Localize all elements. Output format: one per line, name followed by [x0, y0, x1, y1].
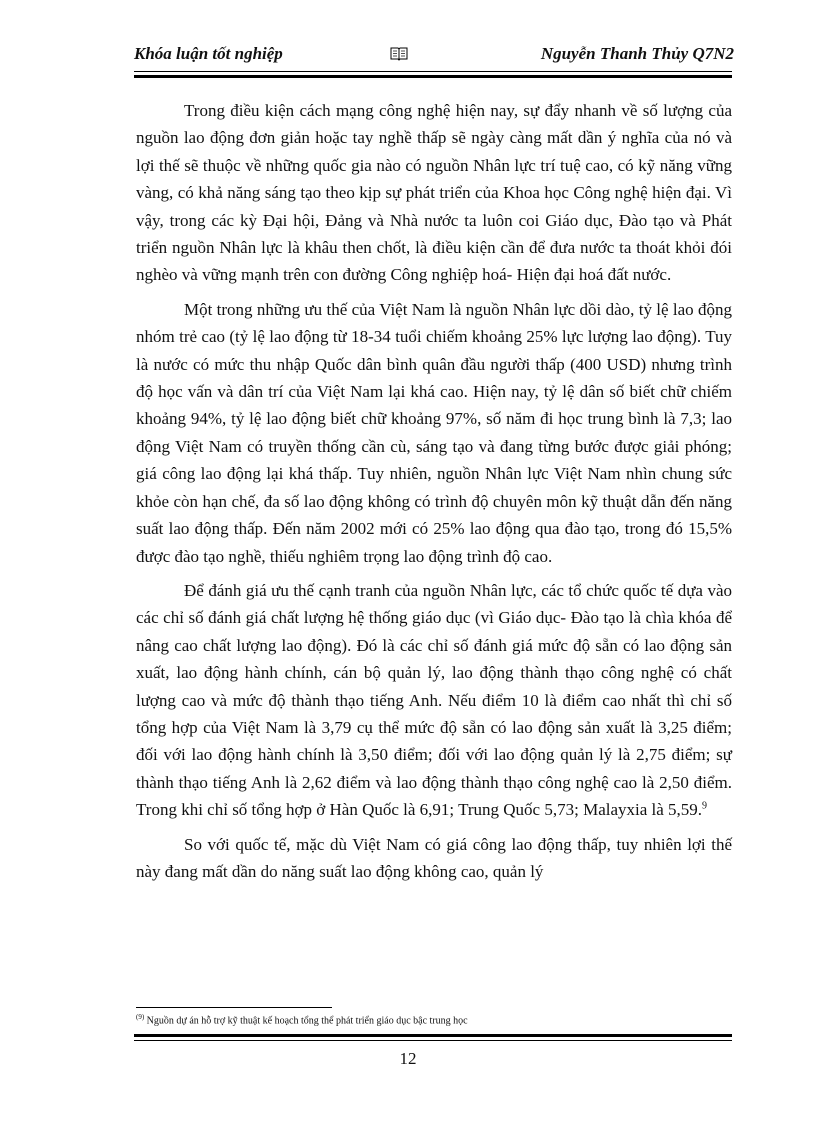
footnote-text: Nguồn dự án hỗ trợ kỹ thuật kế hoạch tổng thể phát triển giáo dục bậc trung học — [144, 1015, 468, 1027]
footer-rule-thick — [134, 1034, 732, 1037]
header-rule-thin — [134, 71, 732, 72]
footnote-separator — [136, 1007, 332, 1008]
header-thesis-title: Khóa luận tốt nghiệp — [134, 44, 283, 63]
paragraph-3-text: Để đánh giá ưu thế cạnh tranh của nguồn Nhân lực, các tổ chức quốc tế dựa vào các chỉ số đánh giá chất lượng hệ thống giáo dục (vì Giáo dục- Đào tạo là chìa khóa để nâng cao chất lượng lao động). Đó là các chỉ số đánh giá mức độ sẵn có lao động sản xuất, lao động hành chính, cán bộ quản lý, lao động thành thạo công nghệ có chất lượng cao và mức độ thành thạo tiếng Anh. Nếu điểm 10 là điểm cao nhất thì chỉ số tổng hợp của Việt Nam là 3,79 cụ thể mức độ sẵn có lao động sản xuất là 3,25 điểm; đối với lao động hành chính là 3,50 điểm; đối với lao động quản lý là 2,75 điểm; sự thành thạo tiếng Anh là 2,62 điểm và lao động thành thạo công nghệ cao là 2,50 điểm. Trong khi chỉ số tổng hợp ở Hàn Quốc là 6,91; Trung Quốc 5,73; Malayxia là 5,59. — [136, 580, 732, 820]
header-rule-thick — [134, 75, 732, 78]
footnote — [136, 1013, 736, 1026]
paragraph-3 — [136, 577, 732, 824]
page-number: 12 — [399, 1049, 417, 1068]
header-author: Nguyễn Thanh Thủy Q7N2 — [540, 44, 734, 63]
footnote-marker: (9) — [136, 1013, 145, 1021]
running-header — [134, 44, 734, 68]
paragraph-2: Một trong những ưu thế của Việt Nam là nguồn Nhân lực dồi dào, tỷ lệ lao động nhóm trẻ cao (tỷ lệ lao động từ 18-34 tuổi chiếm khoảng 25% lực lượng lao động). Tuy là nước có mức thu nhập Quốc dân bình quân đầu người thấp (400 USD) nhưng trình độ học vấn và dân trí của Việt Nam lại khá cao. Hiện nay, tỷ lệ dân số biết chữ chiếm khoảng 94%, tỷ lệ lao động biết chữ khoảng 97%, số năm đi học trung bình là 7,3; lao động Việt Nam có truyền thống cần cù, sáng tạo và đang từng bước được giải phóng; giá công lao động lại khá thấp. Tuy nhiên, nguồn Nhân lực Việt Nam nhìn chung sức khỏe còn hạn chế, đa số lao động không có trình độ chuyên môn kỹ thuật dẫn đến năng suất lao động thấp. Đến năm 2002 mới có 25% lao động qua đào tạo, trong đó 15,5% được đào tạo nghề, thiếu nghiêm trọng lao động trình độ cao. — [136, 299, 732, 566]
paragraph-4: So với quốc tế, mặc dù Việt Nam có giá công lao động thấp, tuy nhiên lợi thế này đang mất dần do năng suất lao động không cao, quản lý — [136, 834, 732, 881]
paragraph-1: Trong điều kiện cách mạng công nghệ hiện nay, sự đẩy nhanh về số lượng của nguồn lao động đơn giản hoặc tay nghề thấp sẽ ngày càng mất dần ý nghĩa của nó và lợi thế sẽ thuộc về những quốc gia nào có nguồn Nhân lực trí tuệ cao, có kỹ năng vững vàng, có khả năng sáng tạo theo kịp sự phát triển của Khoa học Công nghệ hiện đại. Vì vậy, trong các kỳ Đại hội, Đảng và Nhà nước ta luôn coi Giáo dục, Đào tạo và Phát triển nguồn Nhân lực là khâu then chốt, là điều kiện cần để đưa nước ta thoát khỏi đói nghèo và vững mạnh trên con đường Công nghiệp hoá- Hiện đại hoá đất nước. — [136, 101, 732, 285]
footer-rule-thin — [134, 1040, 732, 1041]
footnote-reference[interactable]: 9 — [702, 800, 708, 812]
open-book-icon — [390, 46, 408, 61]
body-text — [136, 97, 732, 892]
